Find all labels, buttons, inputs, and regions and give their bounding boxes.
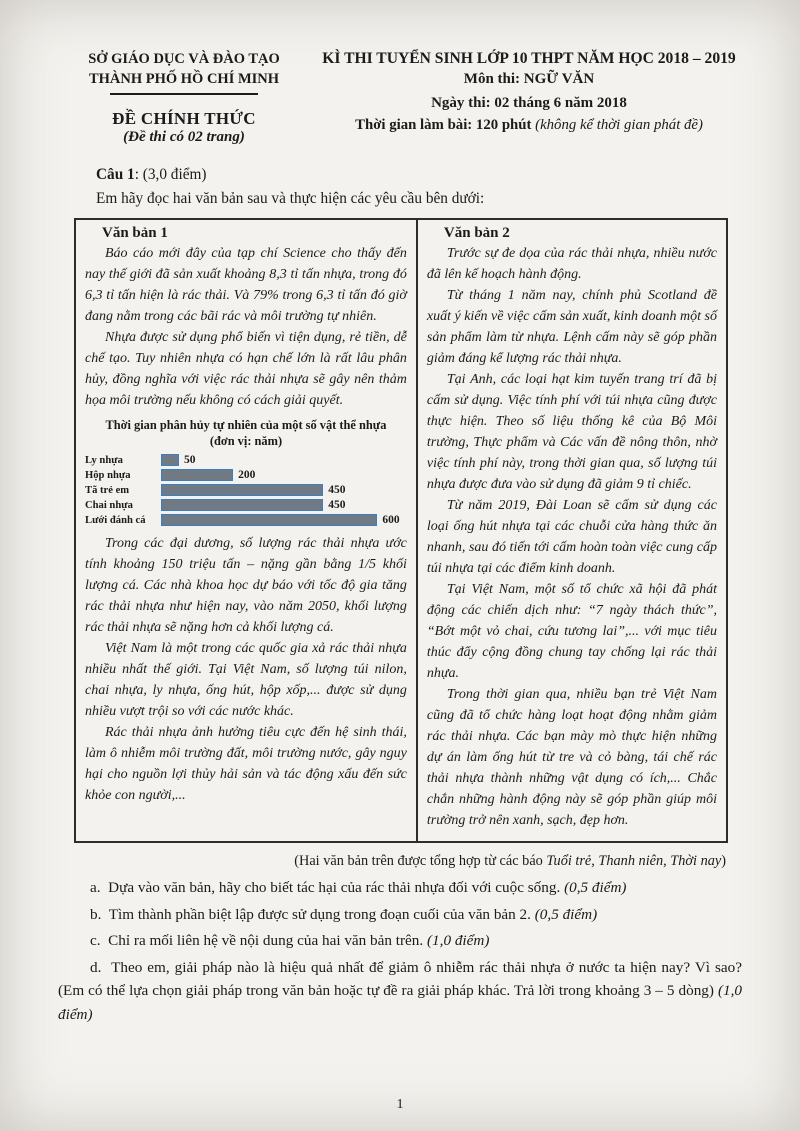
- issuing-authority: [58, 50, 310, 146]
- text1-cell: [76, 220, 418, 841]
- bar-track: [161, 453, 407, 467]
- bar-value: 50: [184, 454, 196, 467]
- text1-title: Văn bản 1: [102, 225, 168, 242]
- exam-title: KÌ THI TUYỂN SINH LỚP 10 THPT NĂM HỌC 2018 – 2019: [322, 50, 736, 67]
- bar-row: [85, 483, 407, 498]
- bar-track: [161, 498, 407, 512]
- exam-title-block: [310, 50, 742, 134]
- text2-title: Văn bản 2: [443, 225, 510, 242]
- duration-note: (không kể thời gian phát đề): [531, 117, 703, 133]
- bar-row: [85, 468, 407, 483]
- decomposition-bar-chart: [85, 418, 407, 528]
- question-text: Tìm thành phần biệt lập được sử dụng trong đoạn cuối của văn bản 2.: [108, 905, 535, 923]
- bar-category-label: Chai nhựa: [85, 499, 133, 511]
- bar-value: 450: [328, 499, 346, 512]
- chart-bars: [85, 453, 407, 528]
- paragraph: Việt Nam là một trong các quốc gia xả rác thải nhựa nhiều nhất thế giới. Tại Việt Nam, số lượng túi nilon, chai nhựa, ly nhựa, ống hút, hộp xốp,... được sử dụng nhiều vượt trội so với các nước khác.: [85, 640, 407, 719]
- bar-value: 600: [382, 514, 400, 527]
- page-number: 1: [396, 1097, 404, 1112]
- bar: [161, 514, 377, 526]
- source-note-papers: Tuổi trẻ, Thanh niên, Thời nay: [546, 853, 722, 870]
- question-marker: b.: [90, 905, 109, 923]
- question-points: (0,5 điểm): [534, 905, 598, 923]
- page-header: [58, 50, 742, 146]
- paragraph: Rác thải nhựa ảnh hưởng tiêu cực đến hệ sinh thái, làm ô nhiễm môi trường đất, môi trường nước, gây nguy hại cho nguồn lợi thủy hải sản và tác động xấu đến sức khỏe con người,...: [85, 724, 407, 803]
- paragraph: Trước sự đe dọa của rác thải nhựa, nhiều nước đã lên kế hoạch hành động.: [426, 246, 717, 283]
- source-note-suffix: ): [721, 853, 726, 870]
- question-marker: a.: [90, 879, 109, 897]
- authority-line1: SỞ GIÁO DỤC VÀ ĐÀO TẠO: [88, 51, 280, 67]
- bar-row: [85, 498, 407, 513]
- question1-intro: Em hãy đọc hai văn bản sau và thực hiện các yêu cầu bên dưới:: [96, 190, 485, 208]
- bar-value: 450: [328, 484, 346, 497]
- question-text: Theo em, giải pháp nào là hiệu quả nhất để giảm ô nhiễm rác thải nhựa ở nước ta hiện nay? Vì sao? (Em có thể lựa chọn giải pháp trong văn bản hoặc tự đề ra giải pháp khác. Trả lời trong khoảng 3 – 5 dòng): [58, 958, 742, 1000]
- bar-category-label: Hộp nhựa: [85, 469, 131, 481]
- exam-duration: [316, 117, 742, 134]
- question-item: [58, 903, 742, 927]
- authority-line2: THÀNH PHỐ HỒ CHÍ MINH: [88, 70, 280, 87]
- bar: [161, 499, 323, 511]
- question-marker: c.: [90, 932, 109, 950]
- question1-points: : (3,0 điểm): [134, 166, 207, 184]
- question-text: Chỉ ra mối liên hệ về nội dung của hai văn bản trên.: [108, 932, 427, 950]
- question-text: Dựa vào văn bản, hãy cho biết tác hại của rác thải nhựa đối với cuộc sống.: [108, 879, 565, 897]
- bar-category-label: Ly nhựa: [85, 454, 123, 466]
- paragraph: Trong các đại dương, số lượng rác thải nhựa ước tính khoảng 150 triệu tấn – nặng gần bằng 1/5 khối lượng cá. Các nhà khoa học dự báo với tốc độ gia tăng rác thải nhựa như hiện nay, vào năm 2050, khối lượng rác thải nhựa sẽ nặng hơn cả khối lượng cá.: [85, 535, 407, 635]
- exam-pages-note: (Đề thi có 02 trang): [123, 129, 245, 146]
- exam-date: Ngày thi: 02 tháng 6 năm 2018: [431, 95, 627, 111]
- text1-paragraphs-before: [85, 243, 407, 411]
- paragraph: Tại Việt Nam, một số tổ chức xã hội đã phát động các chiến dịch như: “7 ngày thách thức”, “Bớt một vỏ chai, cứu tương lai”,... với mục tiêu thúc đẩy cộng đồng chung tay chống lại rác thải nhựa.: [426, 582, 717, 682]
- duration-main: Thời gian làm bài: 120 phút: [355, 117, 532, 133]
- question-marker: d.: [90, 958, 112, 976]
- paragraph: Báo cáo mới đây của tạp chí Science cho thấy đến nay thế giới đã sản xuất khoảng 8,3 tỉ tấn nhựa, trong đó 6,3 tỉ tấn hiện là rác thải. Và 79% trong 6,3 tỉ tấn đó giờ đang nằm trong các bãi rác và môi trường tự nhiên.: [85, 246, 407, 325]
- exam-subject: Môn thi: NGỮ VĂN: [463, 71, 595, 87]
- chart-unit-label: (đơn vị: năm): [209, 433, 283, 448]
- bar-category-label: Tã trẻ em: [85, 484, 130, 496]
- paragraph: Tại Anh, các loại hạt kim tuyến trang trí đã bị cấm sử dụng. Việc tính phí với túi nhựa cũng được thực hiện. Theo số liệu thống kê của Bộ Môi trường, Thực phẩm và Các vấn đề nông thôn, nhờ việc tính phí này, trong thời gian qua, số lượng túi nhựa được đưa vào sử dụng đã giảm 9 tỉ chiếc.: [426, 372, 717, 493]
- bar-row: [85, 513, 407, 528]
- text2-paragraphs: [427, 243, 717, 831]
- paragraph: Trong thời gian qua, nhiều bạn trẻ Việt Nam cũng đã tổ chức hàng loạt hoạt động nhằm giảm rác thải nhựa. Các bạn mày mò thực hiện những dự án làm ống hút từ tre và cỏ bàng, tái chế rác thải nhựa thành những vật dụng có ích,... Chắc chắn những hành động này sẽ góp phần giúp môi trường trở nên xanh, sạch, đẹp hơn.: [426, 687, 717, 829]
- source-note: [58, 853, 726, 870]
- bar-category-label: Lưới đánh cá: [85, 514, 146, 526]
- question1-label: Câu 1: [96, 166, 135, 184]
- exam-type-label: ĐỀ CHÍNH THỨC: [112, 109, 256, 129]
- bar: [161, 469, 233, 481]
- bar: [161, 484, 323, 496]
- text1-paragraphs-after: [85, 533, 407, 806]
- paragraph: Từ năm 2019, Đài Loan sẽ cấm sử dụng các loại ống hút nhựa tại các chuỗi cửa hàng thức ăn nhanh, sau đó tiến tới cấm hoàn toàn việc cung cấp túi nhựa tại các điểm kinh doanh.: [426, 498, 717, 577]
- sub-questions-list: [58, 876, 742, 1026]
- bar-row: [85, 453, 407, 468]
- two-text-table: [74, 218, 728, 843]
- paragraph: Từ tháng 1 năm nay, chính phủ Scotland đề xuất ý kiến về việc cấm sản xuất, kinh doanh một số sản phẩm làm từ nhựa. Lệnh cấm này sẽ góp phần giảm đáng kể lượng rác thải nhựa.: [426, 288, 717, 367]
- source-note-prefix: (Hai văn bản trên được tổng hợp từ các báo: [294, 853, 547, 870]
- question1-heading: [58, 166, 742, 184]
- bar: [161, 454, 179, 466]
- question-points: (1,0 điểm): [58, 982, 742, 1023]
- bar-track: [161, 483, 407, 497]
- chart-title: Thời gian phân hủy tự nhiên của một số vật thể nhựa: [105, 418, 387, 433]
- question-item: [58, 956, 742, 1027]
- question-item: [58, 929, 742, 953]
- question-item: [58, 876, 742, 900]
- bar-track: [161, 513, 407, 527]
- question-points: (1,0 điểm): [427, 932, 490, 950]
- bar-track: [161, 468, 407, 482]
- paragraph: Nhựa được sử dụng phổ biến vì tiện dụng, rẻ tiền, dễ chế tạo. Tuy nhiên nhựa có hạn chế lớn là rất lâu phân hủy, đồng nghĩa với việc rác thải nhựa sẽ gây nên thảm họa môi trường nếu không có cách giải quyết.: [85, 330, 407, 409]
- question-points: (0,5 điểm): [564, 879, 627, 897]
- header-underline: [110, 93, 258, 95]
- text2-cell: [418, 220, 726, 841]
- bar-value: 200: [238, 469, 256, 482]
